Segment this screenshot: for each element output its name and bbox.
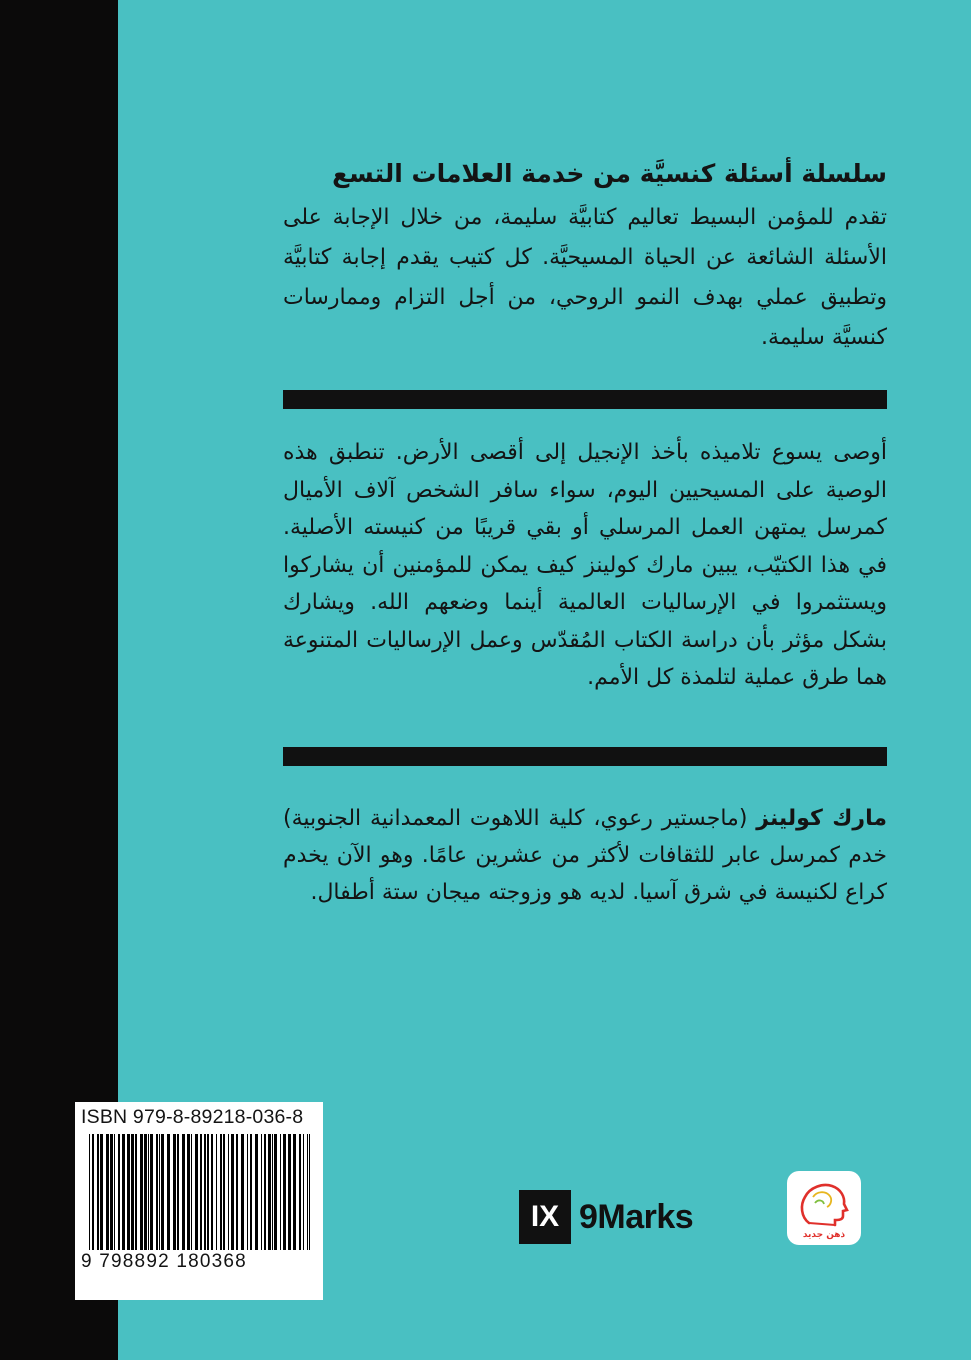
barcode-bar [150, 1134, 153, 1250]
barcode-bar [92, 1134, 94, 1250]
divider-bar [283, 747, 887, 766]
barcode-bar [261, 1134, 262, 1250]
barcode-bar [156, 1134, 158, 1250]
barcode-bar [268, 1134, 271, 1250]
barcode-bar [247, 1134, 248, 1250]
barcode-bar [264, 1134, 266, 1250]
barcode-bar [255, 1134, 258, 1250]
barcode-bar [303, 1134, 304, 1250]
ix-badge: IX [519, 1190, 571, 1244]
barcode-bar [114, 1134, 115, 1250]
barcode-bar [200, 1134, 202, 1250]
barcode-bar [223, 1134, 225, 1250]
barcode-number: 9 798892 180368 [81, 1251, 247, 1272]
barcode-bar [272, 1134, 273, 1250]
barcode-bar [177, 1134, 179, 1250]
barcode-bar [228, 1134, 229, 1250]
barcode-bar [283, 1134, 286, 1250]
barcode-bar [250, 1134, 252, 1250]
publisher-logo [787, 1171, 861, 1245]
barcode-bar [191, 1134, 192, 1250]
barcode-bar [110, 1134, 113, 1250]
barcode-bar [195, 1134, 198, 1250]
barcode-bar [148, 1134, 149, 1250]
barcode-bar [167, 1134, 170, 1250]
book-description: أوصى يسوع تلاميذه بأخذ الإنجيل إلى أقصى الأرض. تنطبق هذه الوصية على المسيحيين اليوم، سواء سافر الشخص آلاف الأميال كمرسل يمتهن العمل المرسلي أو بقي قريبًا من كنيسته الأصلية. في هذا الكتيّب، يبين مارك كولينز كيف يمكن للمؤمنين أن يشاركوا ويستثمروا في الإرساليات العالمية أينما وضعهم الله. ويشارك بشكل مؤثر بأن دراسة الكتاب المُقدّس وعمل الإرساليات المتنوعة هما طرق عملية لتلمذة كل الأمم. [283, 440, 887, 690]
isbn-label: ISBN 979-8-89218-036-8 [81, 1106, 304, 1128]
barcode-bar [231, 1134, 234, 1250]
barcode-bar [173, 1134, 176, 1250]
head-outline-icon [787, 1171, 861, 1245]
barcode-bar [220, 1134, 222, 1250]
barcode-bar [89, 1134, 90, 1250]
barcode-bar [182, 1134, 185, 1250]
barcode-bar [159, 1134, 160, 1250]
barcode-bar [274, 1134, 277, 1250]
barcode-bar [187, 1134, 190, 1250]
divider-bar [283, 390, 887, 409]
barcode-bar [204, 1134, 206, 1250]
barcode-bar [293, 1134, 296, 1250]
barcode-bar [140, 1134, 143, 1250]
barcode-bar [144, 1134, 147, 1250]
isbn-barcode [75, 1102, 323, 1300]
series-title: سلسلة أسئلة كنسيَّة من خدمة العلامات التسع [332, 159, 887, 188]
author-bio [283, 800, 887, 911]
barcode-bar [135, 1134, 137, 1250]
barcode-bar [207, 1134, 209, 1250]
barcode-bar [131, 1134, 134, 1250]
barcode-bar [100, 1134, 103, 1250]
barcode-bar [216, 1134, 217, 1250]
barcode-bar [309, 1134, 310, 1250]
barcode-bar [236, 1134, 238, 1250]
barcode-bar [288, 1134, 291, 1250]
barcode-bar [299, 1134, 301, 1250]
barcode-bar [122, 1134, 125, 1250]
author-bio-text: (ماجستير رعوي، كلية اللاهوت المعمدانية الجنوبية) خدم كمرسل عابر للثقافات لأكثر من عشرين عامًا. وهو الآن يخدم كراع لكنيسة في شرق آسيا. لديه هو وزوجته ميجان ستة أطفال. [283, 806, 887, 905]
barcode-bar [280, 1134, 281, 1250]
barcode-bar [106, 1134, 109, 1250]
ninemarks-logo [519, 1189, 693, 1245]
series-description: تقدم للمؤمن البسيط تعاليم كتابيَّة سليمة، من خلال الإجابة على الأسئلة الشائعة عن الحياة المسيحيَّة. كل كتيب يقدم إجابة كتابيَّة وتطبيق عملي بهدف النمو الروحي، من أجل التزام وممارسات كنسيَّة سليمة. [283, 205, 887, 350]
barcode-bar [241, 1134, 244, 1250]
publisher-name: ذهن جديد [802, 1230, 846, 1240]
barcode-bar [211, 1134, 213, 1250]
barcode-bars [81, 1134, 317, 1250]
barcode-bar [161, 1134, 164, 1250]
barcode-bar [307, 1134, 308, 1250]
barcode-bar [118, 1134, 120, 1250]
barcode-bar [97, 1134, 99, 1250]
ninemarks-name: 9Marks [579, 1197, 694, 1236]
author-name: مارك كولينز [756, 806, 887, 831]
barcode-bar [127, 1134, 130, 1250]
